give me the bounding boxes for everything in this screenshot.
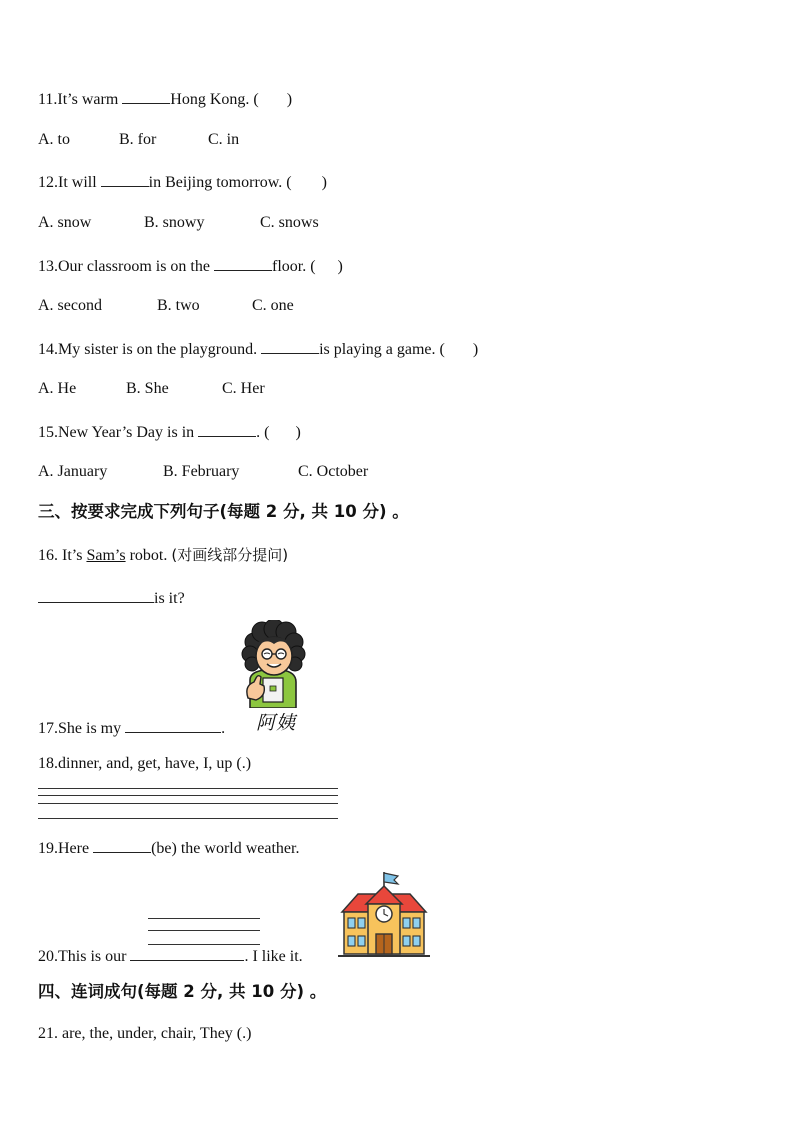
q14-close: ) bbox=[472, 341, 479, 358]
q11-text: 11.It’s warm bbox=[38, 91, 123, 108]
q15-option-b[interactable]: B. February bbox=[163, 463, 240, 480]
question-20 bbox=[38, 945, 303, 967]
question-11 bbox=[38, 88, 292, 110]
q18-writing-line-2[interactable] bbox=[38, 795, 338, 796]
q19-text: 19.Here bbox=[38, 840, 94, 857]
q11-text-after: Hong Kong. ( bbox=[170, 91, 259, 108]
q15-text-after: . ( bbox=[256, 424, 270, 441]
q13-close: ) bbox=[337, 258, 343, 275]
question-18: 18.dinner, and, get, have, I, up (.) bbox=[38, 755, 252, 772]
q16-underlined-word: Sam’s bbox=[86, 547, 126, 564]
q17-period: . bbox=[221, 720, 226, 737]
q12-option-a[interactable]: A. snow bbox=[38, 214, 92, 231]
q13-text-after: floor. ( bbox=[271, 258, 316, 275]
school-image bbox=[336, 870, 432, 960]
q17-text: 17.She is my bbox=[38, 720, 126, 737]
q20-text-after: . I like it. bbox=[244, 948, 303, 965]
q14-text-after: is playing a game. ( bbox=[319, 341, 445, 358]
q14-text: 14.My sister is on the playground. bbox=[38, 341, 262, 358]
section-4-heading: 四、连词成句(每题 2 分, 共 10 分) 。 bbox=[38, 982, 327, 1001]
section-3-heading: 三、按要求完成下列句子(每题 2 分, 共 10 分) 。 bbox=[38, 502, 409, 521]
q14-option-b[interactable]: B. She bbox=[126, 380, 169, 397]
aunt-image bbox=[234, 620, 312, 708]
q13-option-c[interactable]: C. one bbox=[252, 297, 294, 314]
q12-option-b[interactable]: B. snowy bbox=[144, 214, 205, 231]
aunt-illustration-icon bbox=[234, 620, 312, 708]
q16-answer-text: is it? bbox=[154, 590, 185, 607]
q12-blank[interactable] bbox=[101, 171, 149, 187]
q20-blank[interactable] bbox=[130, 945, 244, 961]
q18-writing-line-1[interactable] bbox=[38, 788, 338, 789]
q15-option-c[interactable]: C. October bbox=[298, 463, 369, 480]
q13-blank[interactable] bbox=[214, 255, 272, 271]
q12-options bbox=[38, 213, 319, 233]
q14-options bbox=[38, 379, 265, 399]
q12-text: 12.It will bbox=[38, 174, 101, 191]
q18-writing-line-3[interactable] bbox=[38, 803, 338, 804]
q14-blank[interactable] bbox=[261, 338, 319, 354]
q15-close: ) bbox=[295, 424, 301, 441]
q12-close: ) bbox=[321, 174, 327, 191]
q16-instruction: (对画线部分提问) bbox=[171, 546, 289, 564]
question-13 bbox=[38, 255, 343, 277]
q12-option-c[interactable]: C. snows bbox=[260, 214, 319, 231]
q20-writing-line-1[interactable] bbox=[148, 918, 260, 919]
question-16 bbox=[38, 545, 288, 566]
q20-text: 20.This is our bbox=[38, 948, 131, 965]
q16-text-after: robot. bbox=[125, 547, 172, 564]
q20-writing-line-2[interactable] bbox=[148, 930, 260, 931]
q13-text: 13.Our classroom is on the bbox=[38, 258, 214, 275]
q11-close: ) bbox=[286, 91, 293, 108]
q11-option-b[interactable]: B. for bbox=[119, 131, 157, 148]
q14-option-a[interactable]: A. He bbox=[38, 380, 77, 397]
q19-blank[interactable] bbox=[93, 837, 151, 853]
q16-answer-line bbox=[38, 587, 185, 609]
q11-blank[interactable] bbox=[122, 88, 170, 104]
question-12 bbox=[38, 171, 327, 193]
q19-text-after: (be) the world weather. bbox=[151, 840, 300, 857]
question-15 bbox=[38, 421, 301, 443]
q11-option-c[interactable]: C. in bbox=[208, 131, 240, 148]
question-19 bbox=[38, 837, 299, 859]
q15-text: 15.New Year’s Day is in bbox=[38, 424, 199, 441]
q15-option-a[interactable]: A. January bbox=[38, 463, 108, 480]
question-17 bbox=[38, 717, 225, 739]
q15-blank[interactable] bbox=[198, 421, 256, 437]
q12-text-after: in Beijing tomorrow. ( bbox=[148, 174, 292, 191]
q16-blank[interactable] bbox=[38, 587, 154, 603]
q17-blank[interactable] bbox=[125, 717, 221, 733]
question-14 bbox=[38, 338, 478, 360]
q13-options bbox=[38, 296, 294, 316]
q14-option-c[interactable]: C. Her bbox=[222, 380, 265, 397]
q13-option-a[interactable]: A. second bbox=[38, 297, 102, 314]
q13-option-b[interactable]: B. two bbox=[157, 297, 200, 314]
q11-option-a[interactable]: A. to bbox=[38, 131, 70, 148]
aunt-image-label: 阿姨 bbox=[256, 712, 297, 734]
q18-writing-line-4[interactable] bbox=[38, 818, 338, 819]
q16-text: 16. It’s bbox=[38, 547, 87, 564]
question-21: 21. are, the, under, chair, They (.) bbox=[38, 1025, 252, 1042]
q11-options bbox=[38, 130, 239, 150]
school-building-icon bbox=[336, 870, 432, 960]
q15-options bbox=[38, 462, 368, 482]
